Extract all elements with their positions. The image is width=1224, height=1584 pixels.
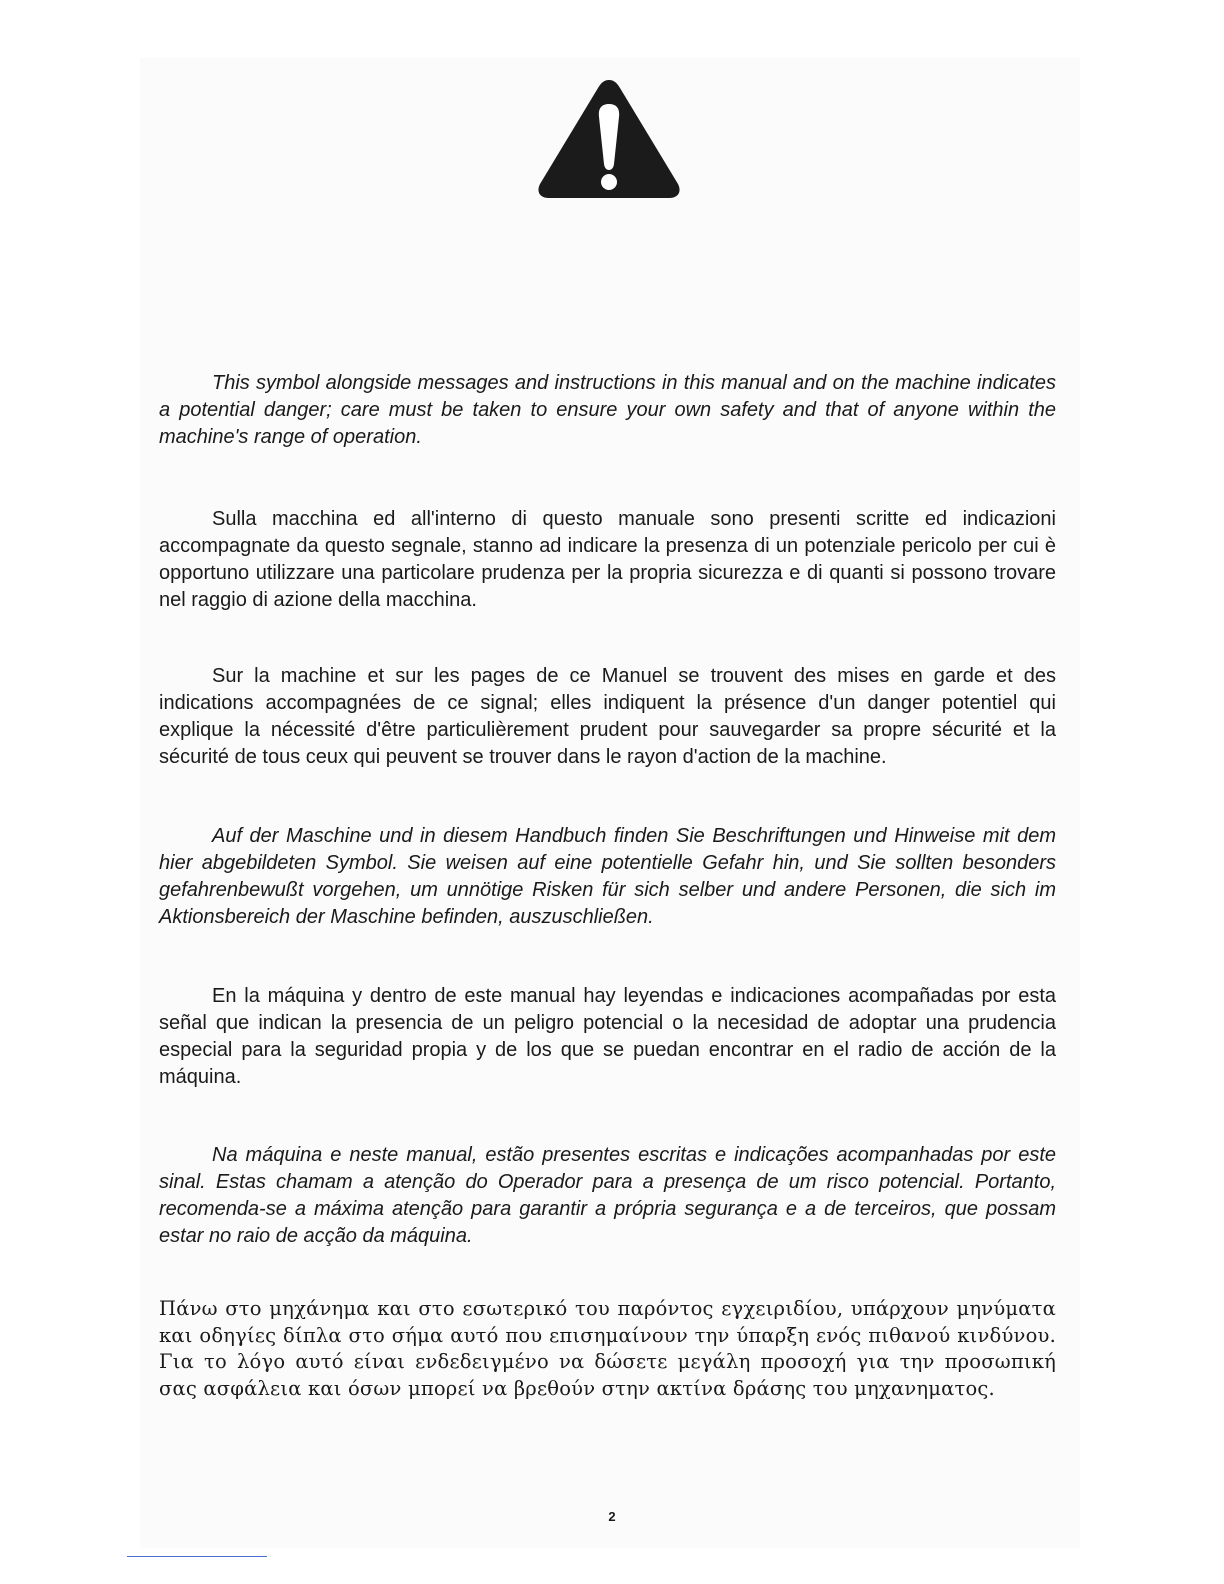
- paragraph-german: Auf der Maschine und in diesem Handbuch finden Sie Beschriftungen und Hinweise mit dem hier abgebildeten Symbol. Sie weisen auf eine potentielle Gefahr hin, und Sie sollten besonders gefahrenbewußt vorgehen, um unnötige Risken für sich selber und andere Personen, die sich im Aktionsbereich der Maschine befinden, auszuschließen.: [159, 825, 1056, 928]
- paragraph-greek: Πάνω στο μηχάνημα και στο εσωτερικό του παρόντος εγχειριδίου, υπάρχουν μηνύματα και οδηγίες δίπλα στο σήμα αυτό που επισημαίνουν την ύπαρξη ενός πιθανού κινδύνου. Για το λόγο αυτό είναι ενδεδειγμένο να δώσετε μεγάλη προσοχή για την προσωπική σας ασφάλεια και όσων μπορεί να βρεθούν στην ακτίνα δράσης του μηχανηματος.: [159, 1297, 1056, 1400]
- footer-rule: [127, 1556, 267, 1557]
- paragraph-portuguese: Na máquina e neste manual, estão presentes escritas e indicações acompanhadas por este sinal. Estas chamam a atenção do Operador para a presença de um risco potencial. Portanto, recomenda-se a máxima atenção para garantir a própria segurança e a de terceiros, que possam estar no raio de acção da máquina.: [159, 1144, 1056, 1247]
- warning-triangle-icon: [534, 74, 684, 202]
- page-number: 2: [608, 1509, 616, 1524]
- paragraph-english: This symbol alongside messages and instructions in this manual and on the machine indicates a potential danger; care must be taken to ensure your own safety and that of anyone within the machine's range of operation.: [159, 372, 1056, 448]
- paragraph-italian: Sulla macchina ed all'interno di questo manuale sono presenti scritte ed indicazioni accompagnate da questo segnale, stanno ad indicare la presenza di un potenziale pericolo per cui è opportuno utilizzare una particolare prudenza per la propria sicurezza e di quanti si possono trovare nel raggio di azione della macchina.: [159, 508, 1056, 611]
- paragraph-spanish: En la máquina y dentro de este manual hay leyendas e indicaciones acompañadas por esta señal que indican la presencia de un peligro potencial o la necesidad de adoptar una prudencia especial para la seguridad propia y de los que se puedan encontrar en el radio de acción de la máquina.: [159, 985, 1056, 1088]
- paragraph-french: Sur la machine et sur les pages de ce Manuel se trouvent des mises en garde et des indications accompagnées de ce signal; elles indiquent la présence d'un danger potentiel qui explique la nécessité d'être particulièrement prudent pour sauvegarder sa propre sécurité et la sécurité de tous ceux qui peuvent se trouver dans le rayon d'action de la machine.: [159, 665, 1056, 768]
